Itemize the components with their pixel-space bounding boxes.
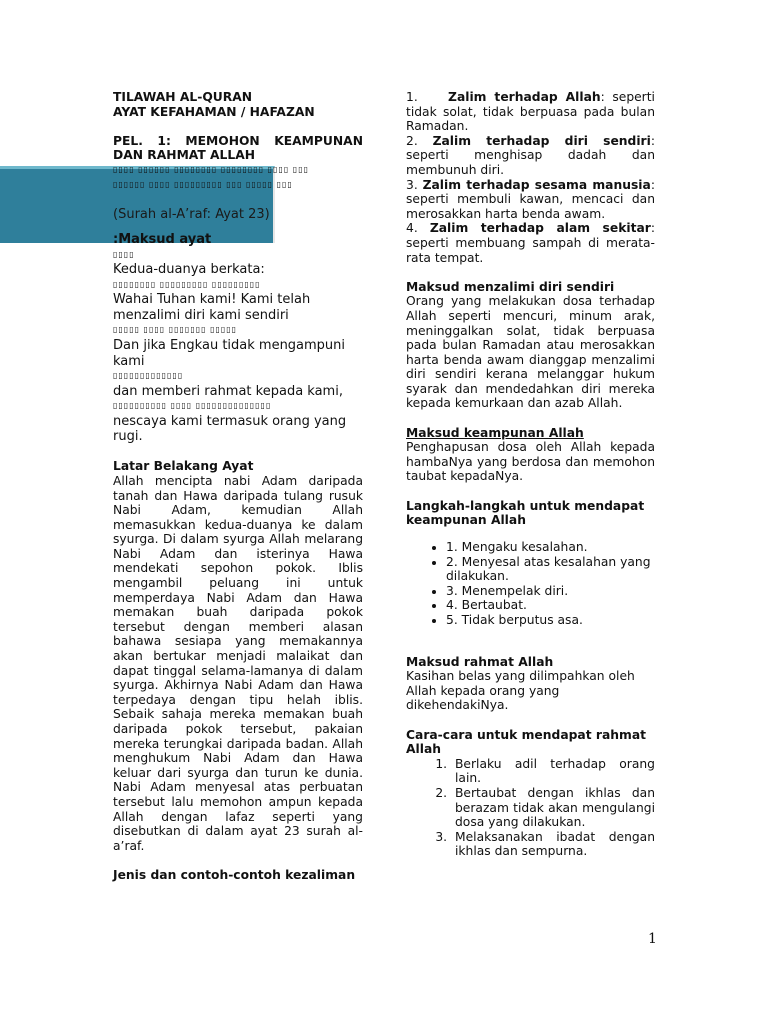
translation-line: Wahai Tuhan kami! Kami telah menzalimi diri kami sendiri <box>113 292 311 323</box>
page-number: 1 <box>648 931 657 947</box>
arabic-glyph-line: ▯▯▯▯▯▯▯▯▯▯ ▯▯▯▯ ▯▯▯▯▯▯▯▯▯▯▯▯▯▯ <box>113 401 272 411</box>
cara-title: Cara-cara untuk mendapat rahmat Allah <box>406 727 646 757</box>
zalim-item: 1. Zalim terhadap Allah: seperti tidak solat, tidak berpuasa pada bulan Ramadan. <box>406 90 655 134</box>
translation-line: dan memberi rahmat kepada kami, <box>113 383 343 399</box>
list-item: • 1. Mengaku kesalahan. <box>446 540 655 555</box>
lesson-title-line2: DAN RAHMAT ALLAH <box>113 148 256 163</box>
rahmat-text: Kasihan belas yang dilimpahkan oleh Allah kepada orang yang dikehendakiNya. <box>406 669 635 713</box>
translation-line: nescaya kami termasuk orang yang rugi. <box>113 413 347 445</box>
list-item: • 2. Menyesal atas kesalahan yang dilakukan. <box>446 555 655 584</box>
list-item: • 3. Menempelak diri. <box>446 584 655 599</box>
latar-belakang-title: Latar Belakang Ayat <box>113 459 254 474</box>
list-item: • 4. Bertaubat. <box>446 598 655 613</box>
list-item: 3. Melaksanakan ibadat dengan ikhlas dan sempurna. <box>451 830 655 859</box>
keampunan-text: Penghapusan dosa oleh Allah kepada hambaNya yang berdosa dan memohon taubat kepadaNya. <box>406 440 655 484</box>
title-tilawah: TILAWAH AL-QURAN <box>113 90 253 104</box>
jenis-kezaliman-title: Jenis dan contoh-contoh kezaliman <box>113 867 356 882</box>
zalim-list <box>406 90 655 265</box>
keampunan-title: Maksud keampunan Allah <box>406 425 584 440</box>
translation-line: Dan jika Engkau tidak mengampuni kami <box>113 338 346 369</box>
list-item: 1. Berlaku adil terhadap orang lain. <box>451 757 655 786</box>
zalim-item: 4. Zalim terhadap alam sekitar: seperti membuang sampah di merata-rata tempat. <box>406 221 655 265</box>
arabic-glyph-line: ▯▯▯▯▯ ▯▯▯▯ ▯▯▯▯▯▯▯ ▯▯▯▯▯ <box>113 325 238 335</box>
arabic-highlight <box>285 192 379 206</box>
title-ayat: AYAT KEFAHAMAN / HAFAZAN <box>113 104 315 119</box>
zalim-item: 3. Zalim terhadap sesama manusia: seperti membuli kawan, mencaci dan merosakkan harta benda awam. <box>406 177 655 221</box>
menzalimi-text: Orang yang melakukan dosa terhadap Allah seperti mencuri, minum arak, meninggalkan solat, tidak berpuasa pada bulan Ramadan atau merosakkan harta benda awam dianggap menzalimi diri sendiri kerana melanggar hukum syarak dan mendedahkan diri mereka kepada kemurkaan dan azab Allah. <box>406 294 655 411</box>
arabic-glyph-line: ▯▯▯▯ ▯▯▯▯▯▯ ▯▯▯▯▯▯▯▯ ▯▯▯▯▯▯▯▯ ▯▯▯▯ ▯▯▯ <box>113 164 309 174</box>
cara-list <box>406 757 655 859</box>
right-column <box>406 90 655 859</box>
langkah-title: Langkah-langkah untuk mendapat keampunan Allah <box>406 498 645 528</box>
lesson-title-line1: PEL. 1: MEMOHON KEAMPUNAN <box>113 133 363 148</box>
rahmat-title: Maksud rahmat Allah <box>406 654 554 669</box>
arabic-glyph-line: ▯▯▯▯▯▯▯▯ ▯▯▯▯▯▯▯▯▯ ▯▯▯▯▯▯▯▯▯ <box>113 279 261 289</box>
arabic-verse <box>113 163 363 207</box>
langkah-list <box>406 540 655 628</box>
list-item: 2. Bertaubat dengan ikhlas dan berazam tidak akan mengulangi dosa yang dilakukan. <box>451 786 655 830</box>
surah-reference: (Surah al-A’raf: Ayat 23) <box>113 206 270 222</box>
list-item: • 5. Tidak berputus asa. <box>446 613 655 628</box>
arabic-glyph-line: ▯▯▯▯ <box>113 249 135 259</box>
translation-line: Kedua-duanya berkata: <box>113 262 265 278</box>
latar-belakang-text: Allah mencipta nabi Adam daripada tanah dan Hawa daripada tulang rusuk Nabi Adam, kemudian Allah memasukkan kedua-duanya ke dalam syurga. Di dalam syurga Allah melarang Nabi Adam dan isterinya Hawa mendekati sepohon pokok. Iblis mengambil peluang ini untuk memperdaya Nabi Adam dan Hawa memakan buah daripada pokok tersebut dengan memberi alasan bahawa sesiapa yang memakannya akan bertukar menjadi malaikat dan dapat tinggal selama-lamanya di dalam syurga. Akhirnya Nabi Adam dan Hawa terpedaya dengan tipu helah iblis. Sebaik sahaja mereka memakan buah daripada pokok tersebut, pakaian mereka terungkai daripada badan. Allah menghukum Nabi Adam dan Hawa keluar dari syurga dan turun ke dunia. Nabi Adam menyesal atas perbuatan tersebut lalu memohon ampun kepada Allah dengan lafaz seperti yang disebutkan di dalam ayat 23 surah al-a’raf. <box>113 473 363 853</box>
maksud-ayat-title: :Maksud ayat <box>113 232 212 248</box>
menzalimi-title: Maksud menzalimi diri sendiri <box>406 279 615 294</box>
arabic-glyph-line: ▯▯▯▯▯▯ ▯▯▯▯ ▯▯▯▯▯▯▯▯▯ ▯▯▯ ▯▯▯▯▯ ▯▯▯ <box>113 179 293 189</box>
arabic-glyph-line: ▯▯▯▯▯▯▯▯▯▯▯▯▯ <box>113 371 184 381</box>
zalim-item: 2. Zalim terhadap diri sendiri: seperti menghisap dadah dan membunuh diri. <box>406 133 655 177</box>
left-column <box>113 90 363 883</box>
